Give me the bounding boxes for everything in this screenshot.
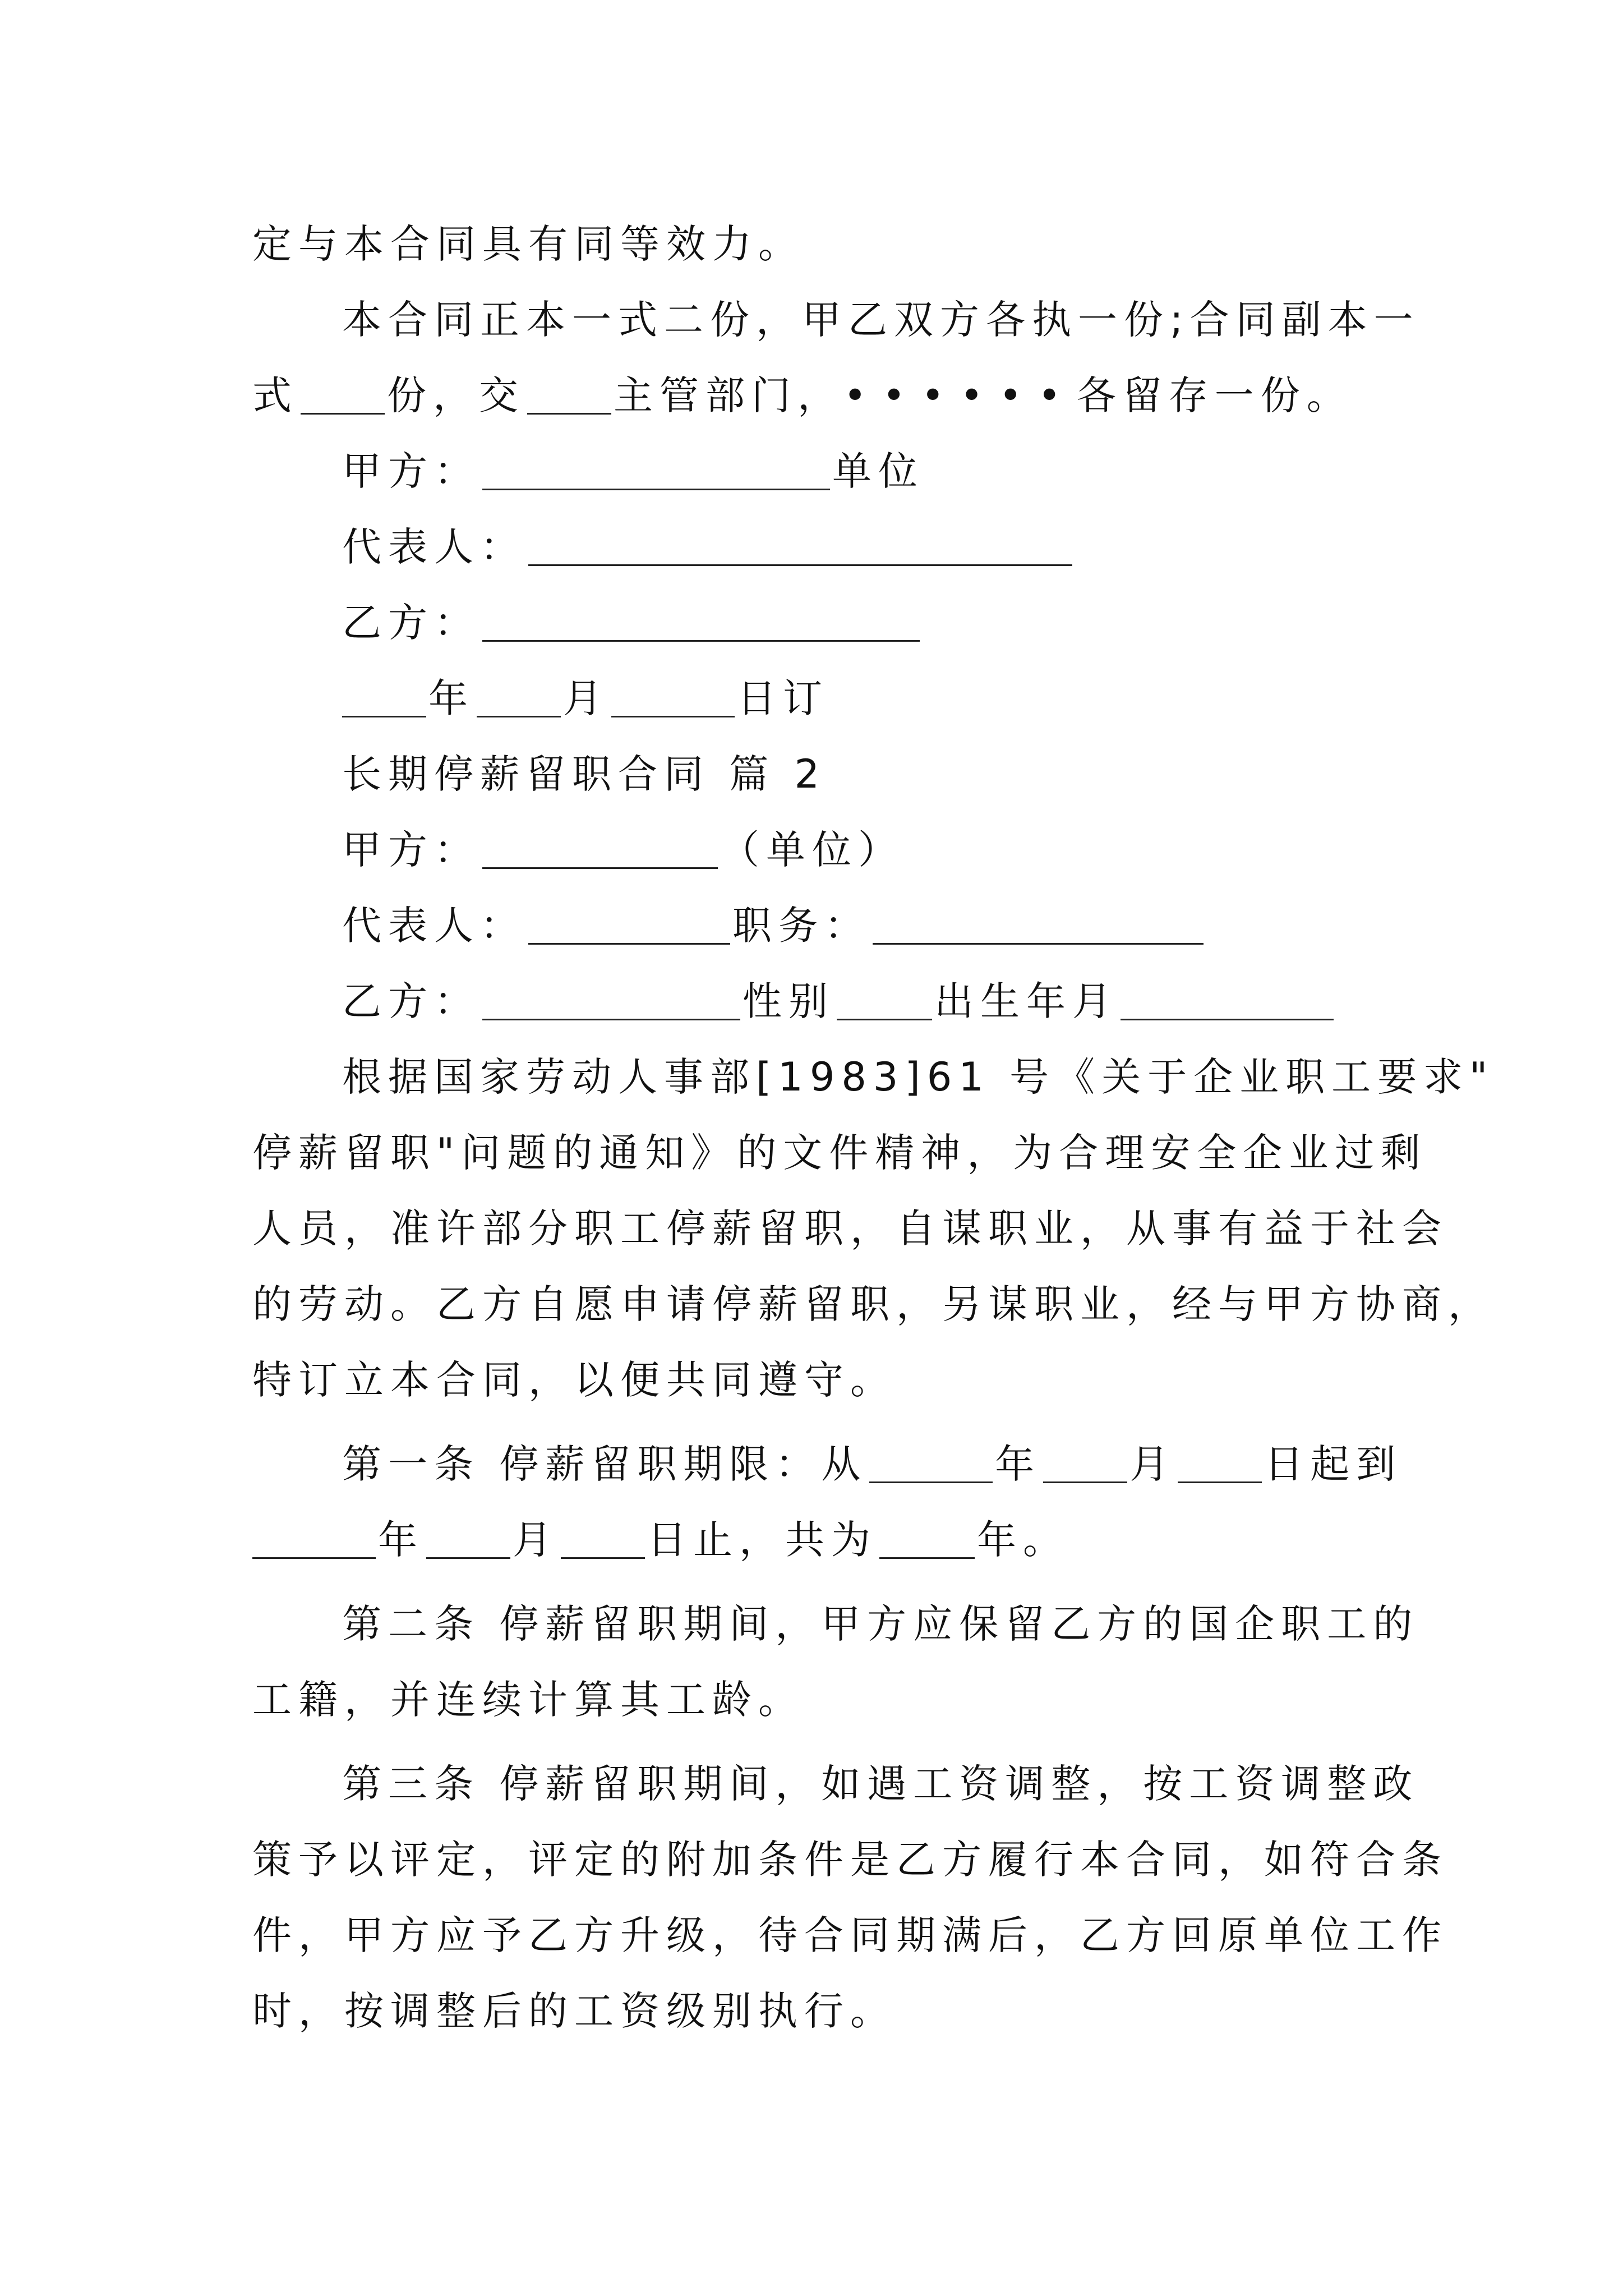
blank-field [482, 828, 718, 869]
label: 代表人： [342, 524, 526, 570]
blank-field [527, 374, 611, 415]
field-line-party-a [342, 822, 1380, 878]
article-3-line: 件，甲方应予乙方升级，待合同期满后，乙方回原单位工作 [252, 1912, 1448, 1958]
blank-field [1121, 979, 1334, 1020]
paragraph-line: 人员，准许部分职工停薪留职，自谋职业，从事有益于社会 [252, 1205, 1448, 1251]
text-fragment: 年 [378, 1517, 424, 1563]
blank-field [1178, 1442, 1262, 1483]
label: 甲方： [342, 448, 480, 494]
label: 乙方： [342, 600, 480, 646]
text-fragment: 年 [995, 1441, 1041, 1487]
text-fragment: 各留存一份。 [1076, 372, 1353, 418]
paragraph-line: 的劳动。乙方自愿申请停薪留职，另谋职业，经与甲方协商， [252, 1281, 1494, 1327]
blank-field [561, 1518, 645, 1559]
field-line-representative [342, 898, 1380, 954]
section-title: 长期停薪留职合同 篇 2 [342, 751, 827, 797]
blank-field [482, 449, 830, 490]
article-2-line: 工籍，并连续计算其工龄。 [252, 1677, 804, 1723]
label: 年 [428, 675, 474, 721]
text-fragment: 日起到 [1264, 1441, 1403, 1487]
field-line-party-b [342, 973, 1380, 1029]
blank-field [873, 904, 1204, 945]
blank-field [426, 1518, 510, 1559]
paragraph-line [252, 367, 1380, 424]
paragraph-line: 特订立本合同，以便共同遵守。 [252, 1357, 896, 1403]
paragraph-line: 停薪留职"问题的通知》的文件精神，为合理安全企业过剩 [252, 1130, 1427, 1176]
label: 乙方： [342, 978, 480, 1024]
blank-field [879, 1518, 975, 1559]
text-fragment: 月 [1129, 1441, 1176, 1487]
label: 代表人： [342, 903, 526, 949]
text-fragment: 份，交 [387, 372, 525, 418]
text-fragment: 年。 [977, 1517, 1069, 1563]
blank-field [477, 677, 561, 717]
label: 甲方： [342, 827, 480, 873]
signature-line-representative [342, 519, 1380, 575]
label: 职务： [732, 903, 870, 949]
label: 性别 [743, 978, 834, 1024]
paragraph-line: 定与本合同具有同等效力。 [252, 221, 804, 267]
signature-line-party-b [342, 595, 1380, 651]
text-fragment: 月 [513, 1517, 559, 1563]
label: 出生年月 [934, 978, 1118, 1024]
article-2-line: 第二条 停薪留职期间，甲方应保留乙方的国企职工的 [342, 1601, 1419, 1647]
date-line [342, 670, 1380, 726]
blank-field [528, 904, 730, 945]
text-fragment: 第一条 停薪留职期限：从 [342, 1441, 868, 1487]
text-fragment: 日止，共为 [647, 1517, 877, 1563]
label: 日订 [737, 675, 829, 721]
article-3-line: 第三条 停薪留职期间，如遇工资调整，按工资调整政 [342, 1761, 1419, 1807]
text-fragment: 主管部门， [614, 372, 843, 418]
paragraph-line: 本合同正本一式二份，甲乙双方各执一份;合同副本一 [342, 297, 1420, 343]
label: （单位） [720, 827, 904, 873]
text-fragment: 式 [252, 372, 298, 418]
article-3-line: 时，按调整后的工资级别执行。 [252, 1988, 896, 2034]
paragraph-line: 根据国家劳动人事部[1983]61 号《关于企业职工要求" [342, 1054, 1495, 1100]
blank-field [301, 374, 385, 415]
blank-field [342, 677, 426, 717]
article-1-line [252, 1512, 1380, 1568]
label: 单位 [832, 448, 924, 494]
blank-field [837, 979, 932, 1020]
blank-field [611, 677, 735, 717]
blank-field [869, 1442, 993, 1483]
signature-line-party-a [342, 443, 1380, 499]
blank-field [1043, 1442, 1127, 1483]
blank-field [482, 979, 740, 1020]
blank-field [252, 1518, 376, 1559]
label: 月 [563, 675, 609, 721]
article-1-line [342, 1436, 1403, 1492]
blank-field [482, 601, 920, 642]
blank-field [528, 525, 1072, 566]
dots-separator: •••••• [843, 372, 1077, 418]
article-3-line: 策予以评定，评定的附加条件是乙方履行本合同，如符合条 [252, 1837, 1448, 1883]
